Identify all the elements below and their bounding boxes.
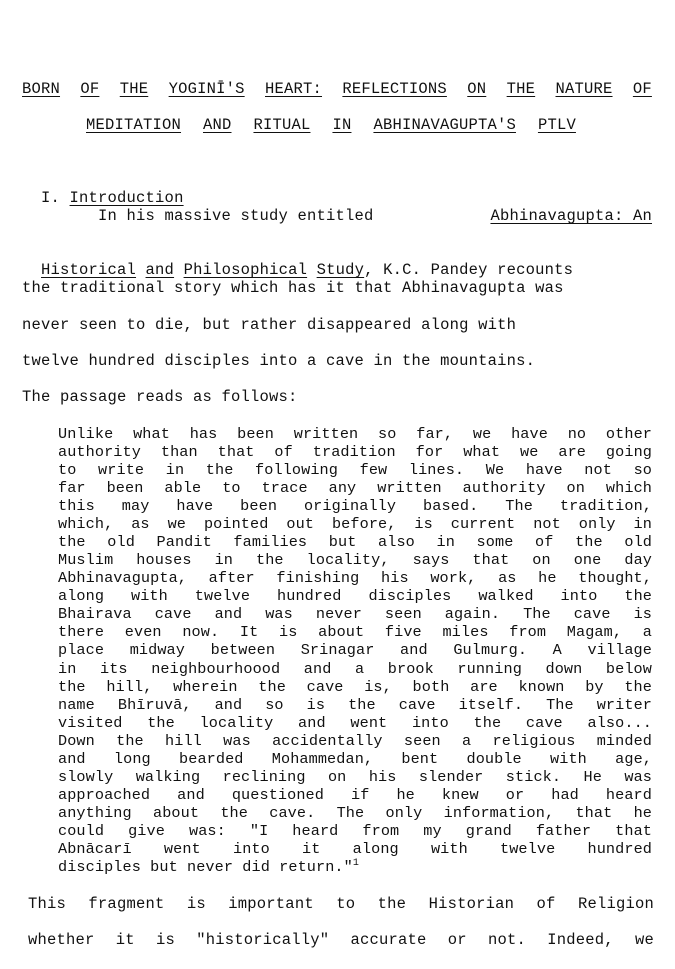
title-word: IN — [332, 116, 352, 134]
title-word: OF — [80, 80, 100, 98]
title-word: REFLECTIONS — [342, 80, 447, 98]
quote-line: visited the locality and went into the cave also... — [58, 714, 652, 732]
quote-line: and long bearded Mohammedan, bent double with age, — [58, 750, 652, 768]
intro-line-6: The passage reads as follows: — [22, 388, 298, 406]
section-title: Introduction — [69, 189, 184, 207]
intro-text: , K.C. Pandey recounts — [364, 261, 574, 279]
quote-line: authority than that of tradition for what we are going — [58, 443, 652, 461]
title-word: MEDITATION — [86, 116, 182, 134]
intro-text: In his massive study entitled — [98, 207, 384, 225]
section-heading — [22, 171, 184, 207]
quote-line: there even now. It is about five miles from Magam, a — [58, 623, 652, 641]
quote-line: Muslim houses in the locality, says that on one day — [58, 551, 652, 569]
quote-line: name Bhīruvā, and so is the cave itself. The writer — [58, 696, 652, 714]
title-word: THE — [119, 80, 149, 98]
quote-line: anything about the cave. The only information, that he — [58, 804, 652, 822]
intro-line-2 — [22, 243, 652, 279]
quote-line: to write in the following few lines. We have not so — [58, 461, 652, 479]
title-line-1 — [22, 80, 652, 98]
book-title: Philosophical — [183, 261, 308, 279]
quote-line: far been able to trace any written authority on which — [58, 479, 652, 497]
title-word: PTLV — [537, 116, 576, 134]
intro-line-4: never seen to die, but rather disappeared along with — [22, 316, 517, 334]
title-word: OF — [632, 80, 652, 98]
title-word: THE — [506, 80, 536, 98]
title-word: AND — [202, 116, 232, 134]
quote-line: along with twelve hundred disciples walked into the — [58, 587, 652, 605]
body-line — [28, 895, 654, 913]
title-word: NATURE — [555, 80, 613, 98]
title-word: BORN — [22, 80, 61, 98]
book-title: and — [145, 261, 175, 279]
title-word: ON — [467, 80, 487, 98]
book-title: Abhinavagupta: An — [490, 207, 652, 225]
quote-line: Abhinavagupta, after finishing his work, as he thought, — [58, 569, 652, 587]
quote-line: which, as we pointed out before, is current not only in — [58, 515, 652, 533]
quote-line: Unlike what has been written so far, we have no other — [58, 425, 652, 443]
quote-line: the hill, wherein the cave is, both are known by the — [58, 678, 652, 696]
body-line — [28, 931, 654, 949]
intro-line-5: twelve hundred disciples into a cave in the mountains. — [22, 352, 536, 370]
title-line-2 — [86, 116, 576, 134]
quote-line: Bhairava cave and was never seen again. The cave is — [58, 605, 652, 623]
quote-line: Down the hill was accidentally seen a religious minded — [58, 732, 652, 750]
book-title: Study — [316, 261, 365, 279]
footnote-mark[interactable]: 1 — [352, 858, 359, 869]
quote-line: in its neighbourhoood and a brook running down below — [58, 660, 652, 678]
quote-line: approached and questioned if he knew or had heard — [58, 786, 652, 804]
quote-line: place midway between Srinagar and Gulmurg. A village — [58, 641, 652, 659]
body-text: whether it is "historically" accurate or not. Indeed, we — [28, 931, 654, 949]
title-word: RITUAL — [253, 116, 311, 134]
section-number: I. — [41, 189, 61, 207]
quote-line: Abnācarī went into it along with twelve hundred — [58, 840, 652, 858]
book-title: Historical — [41, 261, 137, 279]
quote-line: slowly walking reclining on his slender stick. He was — [58, 768, 652, 786]
intro-line-1 — [98, 207, 652, 225]
body-text: This fragment is important to the Historian of Religion — [28, 895, 654, 913]
quote-line-last — [58, 858, 652, 876]
title-word: HEART: — [265, 80, 323, 98]
title-word: ABHINAVAGUPTA'S — [373, 116, 516, 134]
intro-line-3: the traditional story which has it that Abhinavagupta was — [22, 279, 564, 297]
quote-text: disciples but never did return." — [58, 858, 353, 877]
quote-line: the old Pandit families but also in some of the old — [58, 533, 652, 551]
quote-line: could give was: "I heard from my grand father that — [58, 822, 652, 840]
title-word: YOGINĪ'S — [168, 80, 245, 98]
quote-line: this may have been originally based. The tradition, — [58, 497, 652, 515]
